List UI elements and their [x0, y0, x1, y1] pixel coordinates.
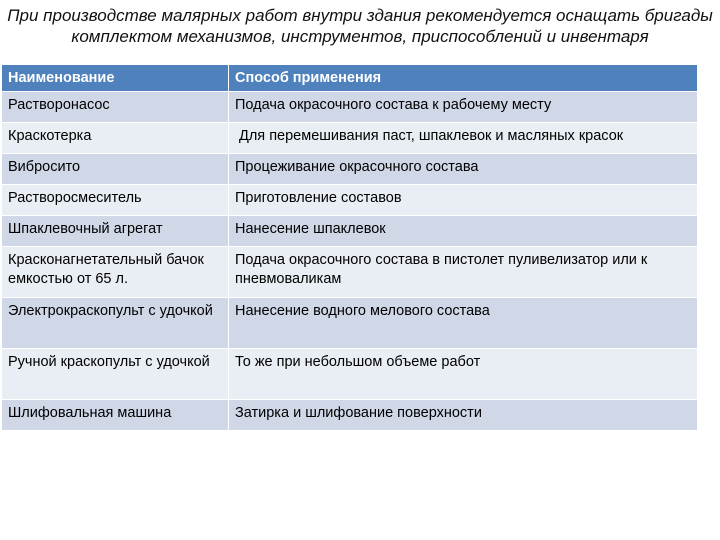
table-row: [2, 92, 698, 123]
cell-application: Нанесение шпаклевок: [229, 216, 698, 247]
tools-table: [1, 64, 698, 431]
table-header-row: [2, 65, 698, 92]
cell-name: Растворонасос: [2, 92, 229, 123]
table-row: [2, 349, 698, 400]
table-row: [2, 185, 698, 216]
table-row: [2, 298, 698, 349]
cell-application: Подача окрасочного состава к рабочему месту: [229, 92, 698, 123]
cell-name: Красконагнетательный бачок емкостью от 65 л.: [2, 247, 229, 298]
cell-application: Нанесение водного мелового состава: [229, 298, 698, 349]
cell-application: Для перемешивания паст, шпаклевок и масляных красок: [229, 123, 698, 154]
cell-name: Растворосмеситель: [2, 185, 229, 216]
cell-name: Вибросито: [2, 154, 229, 185]
cell-name: Ручной краскопульт с удочкой: [2, 349, 229, 400]
table-row: [2, 123, 698, 154]
column-header-name: Наименование: [2, 65, 229, 92]
cell-name: Шпаклевочный агрегат: [2, 216, 229, 247]
cell-application: Подача окрасочного состава в пистолет пуливелизатор или к пневмоваликам: [229, 247, 698, 298]
table-row: [2, 400, 698, 431]
cell-name: Электрокраскопульт с удочкой: [2, 298, 229, 349]
cell-application: Процеживание окрасочного состава: [229, 154, 698, 185]
table-row: [2, 154, 698, 185]
slide-heading: При производстве малярных работ внутри здания рекомендуется оснащать бригады комплектом механизмов, инструментов, приспособлений и инвентаря: [7, 6, 713, 46]
cell-name: Шлифовальная машина: [2, 400, 229, 431]
cell-name: Краскотерка: [2, 123, 229, 154]
table-row: [2, 247, 698, 298]
cell-application: Приготовление составов: [229, 185, 698, 216]
cell-application: То же при небольшом объеме работ: [229, 349, 698, 400]
column-header-application: Способ применения: [229, 65, 698, 92]
cell-application: Затирка и шлифование поверхности: [229, 400, 698, 431]
table-row: [2, 216, 698, 247]
